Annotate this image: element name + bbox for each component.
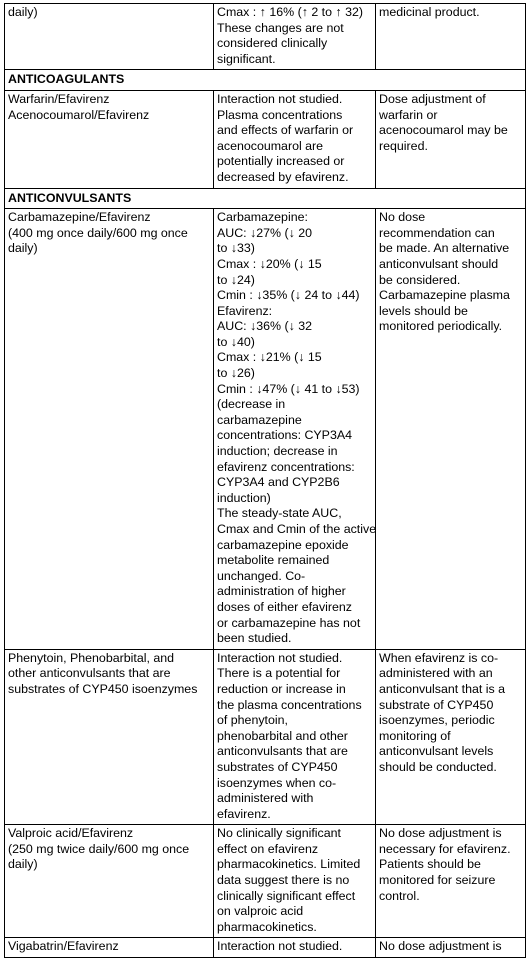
cell-line: clinically significant effect (217, 888, 356, 903)
section-header-anticonvulsants: ANTICONVULSANTS (5, 188, 526, 209)
cell-line: on valproic acid (217, 904, 304, 919)
section-header-anticoagulants: ANTICOAGULANTS (5, 70, 526, 91)
cell-line: Carbamazepine plasma (379, 288, 510, 303)
cell-line: Cmin : ↓47% (↓ 41 to ↓53) (217, 381, 360, 396)
cell-recommendation (376, 90, 526, 188)
cell-line: Vigabatrin/Efavirenz (8, 939, 119, 954)
cell-line: Cmax : ↓20% (↓ 15 (217, 256, 322, 271)
cell-line: When efavirenz is co- (379, 650, 499, 665)
cell-line: efavirenz. (217, 806, 271, 821)
cell-line: Acenocoumarol/Efavirenz (8, 107, 150, 122)
cell-line: anticonvulsant that is a (379, 681, 506, 696)
cell-line: substrate of CYP450 (379, 697, 494, 712)
cell-line: No clinically significant (217, 826, 341, 841)
cell-line: be considered. (379, 272, 461, 287)
cell-line: carbamazepine epoxide (217, 537, 349, 552)
cell-line: induction) (217, 490, 271, 505)
cell-line: Interaction not studied. (217, 91, 343, 106)
cell-line: CYP3A4 and CYP2B6 (217, 475, 340, 490)
cell-line: Cmax and Cmin of the active (217, 522, 377, 536)
cell-line: isoenzymes, periodic (379, 713, 495, 728)
cell-line: of phenytoin, (217, 713, 288, 728)
cell-line: and effects of warfarin or (217, 123, 354, 138)
cell-line: administered with an (379, 666, 493, 681)
cell-line: should be conducted. (379, 759, 497, 774)
cell-line: monitored periodically. (379, 319, 503, 334)
cell-line: isoenzymes when co- (217, 775, 337, 790)
cell-line: administered with (217, 791, 314, 806)
cell-line: pharmacokinetics. Limited (217, 857, 361, 872)
cell-line: required. (379, 138, 428, 153)
cell-line: (400 mg once daily/600 mg once (8, 225, 188, 240)
cell-effect (214, 209, 376, 650)
cell-line: No dose adjustment is (379, 939, 502, 954)
cell-line: or carbamazepine has not (217, 615, 361, 630)
cell-line: be made. An alternative (379, 241, 510, 256)
cell-line: AUC: ↓36% (↓ 32 (217, 319, 313, 334)
cell-line: monitoring of (379, 728, 451, 743)
cell-drug (5, 4, 214, 70)
cell-recommendation (376, 4, 526, 70)
cell-line: These changes are not (217, 20, 344, 35)
cell-line: pharmacokinetics. (217, 919, 317, 934)
cell-line: phenobarbital and other (217, 728, 348, 743)
cell-line: necessary for efavirenz. (379, 841, 511, 856)
cell-line: induction; decrease in (217, 444, 338, 459)
table-row (5, 209, 526, 650)
cell-line: to ↓33) (217, 241, 255, 256)
cell-line: substrates of CYP450 (217, 759, 338, 774)
cell-line: daily) (8, 5, 38, 19)
cell-line: to ↓24) (217, 272, 255, 287)
cell-effect (214, 938, 376, 958)
cell-line: Cmax : ↓21% (↓ 15 (217, 350, 322, 365)
cell-recommendation (376, 938, 526, 958)
cell-line: Carbamazepine/Efavirenz (8, 210, 151, 225)
table-row (5, 90, 526, 188)
cell-line: Carbamazepine: (217, 210, 308, 225)
section-header-row (5, 70, 526, 91)
cell-line: Cmin : ↓35% (↓ 24 to ↓44) (217, 288, 360, 303)
cell-recommendation (376, 825, 526, 938)
cell-line: levels should be (379, 303, 468, 318)
cell-line: Dose adjustment of (379, 91, 486, 106)
cell-drug (5, 825, 214, 938)
cell-line: to ↓26) (217, 366, 255, 381)
cell-line: significant. (217, 51, 276, 66)
cell-line: administration of higher (217, 584, 346, 599)
cell-line: decreased by efavirenz. (217, 169, 349, 184)
cell-line: daily) (8, 857, 38, 872)
cell-line: warfarin or (379, 107, 438, 122)
cell-line: The steady-state AUC, (217, 506, 342, 521)
section-header-row (5, 188, 526, 209)
cell-drug (5, 90, 214, 188)
cell-line: to ↓40) (217, 334, 255, 349)
table-row (5, 825, 526, 938)
cell-line: effect on efavirenz (217, 841, 319, 856)
cell-line: substrates of CYP450 isoenzymes (8, 681, 198, 696)
cell-line: reduction or increase in (217, 681, 346, 696)
cell-line: considered clinically (217, 36, 328, 51)
cell-line: anticonvulsant levels (379, 744, 494, 759)
cell-effect (214, 4, 376, 70)
cell-line: There is a potential for (217, 666, 341, 681)
cell-line: metabolite remained (217, 553, 330, 568)
cell-line: No dose adjustment is (379, 826, 502, 841)
cell-line: the plasma concentrations (217, 697, 362, 712)
cell-line: Interaction not studied. (217, 650, 343, 665)
cell-line: been studied. (217, 631, 292, 646)
cell-line: Cmax : ↑ 16% (↑ 2 to ↑ 32) (217, 5, 363, 19)
cell-drug (5, 209, 214, 650)
cell-line: (250 mg twice daily/600 mg once (8, 841, 190, 856)
cell-line: (decrease in (217, 397, 286, 412)
cell-line: Interaction not studied. (217, 939, 343, 954)
cell-effect (214, 825, 376, 938)
cell-drug (5, 938, 214, 958)
cell-line: efavirenz concentrations: (217, 459, 355, 474)
cell-line: AUC: ↓27% (↓ 20 (217, 225, 313, 240)
cell-line: medicinal product. (379, 5, 480, 19)
table-row (5, 4, 526, 70)
table-row (5, 649, 526, 825)
cell-line: anticonvulsant should (379, 256, 499, 271)
cell-line: other anticonvulsants that are (8, 666, 171, 681)
cell-line: unchanged. Co- (217, 568, 306, 583)
drug-interaction-table (4, 3, 526, 958)
cell-drug (5, 649, 214, 825)
cell-line: daily) (8, 241, 38, 256)
cell-line: recommendation can (379, 225, 495, 240)
cell-line: doses of either efavirenz (217, 599, 352, 614)
cell-line: anticonvulsants that are (217, 744, 348, 759)
cell-line: control. (379, 888, 420, 903)
cell-line: data suggest there is no (217, 873, 350, 888)
cell-line: Patients should be (379, 857, 481, 872)
cell-recommendation (376, 649, 526, 825)
table-row (5, 938, 526, 958)
cell-line: concentrations: CYP3A4 (217, 428, 352, 443)
cell-effect (214, 90, 376, 188)
cell-line: No dose (379, 210, 426, 225)
cell-line: Plasma concentrations (217, 107, 343, 122)
cell-line: Phenytoin, Phenobarbital, and (8, 650, 175, 665)
cell-line: monitored for seizure (379, 873, 496, 888)
cell-line: Warfarin/Efavirenz (8, 91, 110, 106)
cell-line: Efavirenz: (217, 303, 273, 318)
cell-line: potentially increased or (217, 154, 345, 169)
cell-recommendation (376, 209, 526, 650)
cell-line: carbamazepine (217, 412, 302, 427)
cell-effect (214, 649, 376, 825)
cell-line: Valproic acid/Efavirenz (8, 826, 134, 841)
cell-line: acenocoumarol are (217, 138, 324, 153)
cell-line: acenocoumarol may be (379, 123, 508, 138)
